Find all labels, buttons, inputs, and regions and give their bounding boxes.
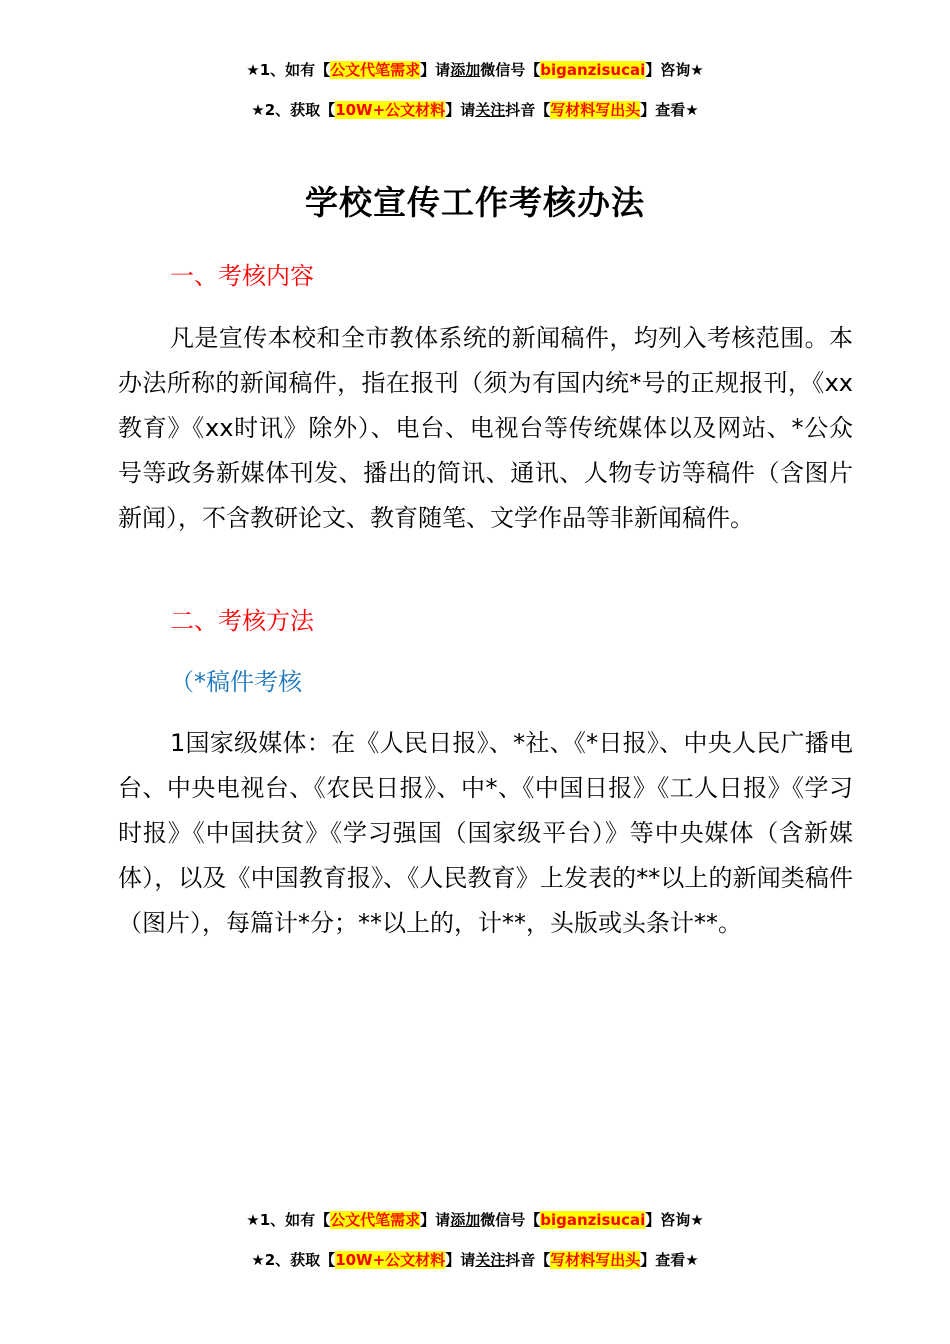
banner-text: 】查看★ bbox=[640, 1251, 699, 1269]
banner-douyin-id: 写材料写出头 bbox=[550, 101, 641, 119]
banner-text: 】请 bbox=[445, 1251, 476, 1269]
banner-text: 抖音【 bbox=[505, 101, 551, 119]
banner-text: ★2、获取【 bbox=[251, 1251, 336, 1269]
banner-text: 微信号【 bbox=[480, 1211, 541, 1229]
section-1-heading: 一、考核内容 bbox=[170, 262, 314, 290]
top-banner-line-1 bbox=[0, 60, 950, 80]
bottom-banner-line-2 bbox=[0, 1250, 950, 1270]
banner-douyin-id: 写材料写出头 bbox=[550, 1251, 641, 1269]
banner-text: 】请 bbox=[420, 61, 451, 79]
banner-text: ★1、如有【 bbox=[246, 61, 331, 79]
banner-underlined: 添加 bbox=[450, 1211, 481, 1229]
banner-highlight: 公文代笔需求 bbox=[330, 1211, 421, 1229]
banner-text: 】请 bbox=[445, 101, 476, 119]
banner-wechat-id: biganzisucai bbox=[540, 1211, 646, 1229]
banner-underlined: 关注 bbox=[475, 101, 506, 119]
banner-text: 微信号【 bbox=[480, 61, 541, 79]
banner-text: 抖音【 bbox=[505, 1251, 551, 1269]
banner-text: 】咨询★ bbox=[645, 61, 704, 79]
banner-text: 】查看★ bbox=[640, 101, 699, 119]
bottom-banner-line-1 bbox=[0, 1210, 950, 1230]
section-2-heading: 二、考核方法 bbox=[170, 607, 314, 635]
page-title: 学校宣传工作考核办法 bbox=[305, 183, 645, 222]
banner-underlined: 关注 bbox=[475, 1251, 506, 1269]
item-1-body: 1国家级媒体：在《人民日报》、*社、《*日报》、中央人民广播电台、中央电视台、《农民日报》、中*、《中国日报》《工人日报》《学习时报》《中国扶贫》《学习强国（国家级平台）》等中央媒体（含新媒体），以及《中国教育报》、《人民教育》上发表的**以上的新闻类稿件（图片），每篇计*分；**以上的，计**，头版或头条计**。 bbox=[118, 729, 853, 937]
banner-underlined: 添加 bbox=[450, 61, 481, 79]
banner-text: 】咨询★ bbox=[645, 1211, 704, 1229]
section-1-body: 凡是宣传本校和全市教体系统的新闻稿件，均列入考核范围。本办法所称的新闻稿件，指在报刊（须为有国内统*号的正规报刊，《xx教育》《xx时讯》除外）、电台、电视台等传统媒体以及网站、*公众号等政务新媒体刊发、播出的简讯、通讯、人物专访等稿件（含图片新闻），不含教研论文、教育随笔、文学作品等非新闻稿件。 bbox=[118, 324, 853, 532]
banner-highlight: 10W+公文材料 bbox=[335, 1251, 446, 1269]
banner-text: 】请 bbox=[420, 1211, 451, 1229]
banner-highlight: 10W+公文材料 bbox=[335, 101, 446, 119]
banner-text: ★1、如有【 bbox=[246, 1211, 331, 1229]
banner-text: ★2、获取【 bbox=[251, 101, 336, 119]
top-banner-line-2 bbox=[0, 100, 950, 120]
banner-highlight: 公文代笔需求 bbox=[330, 61, 421, 79]
banner-wechat-id: biganzisucai bbox=[540, 61, 646, 79]
subsection-1-heading: （*稿件考核 bbox=[170, 668, 302, 696]
